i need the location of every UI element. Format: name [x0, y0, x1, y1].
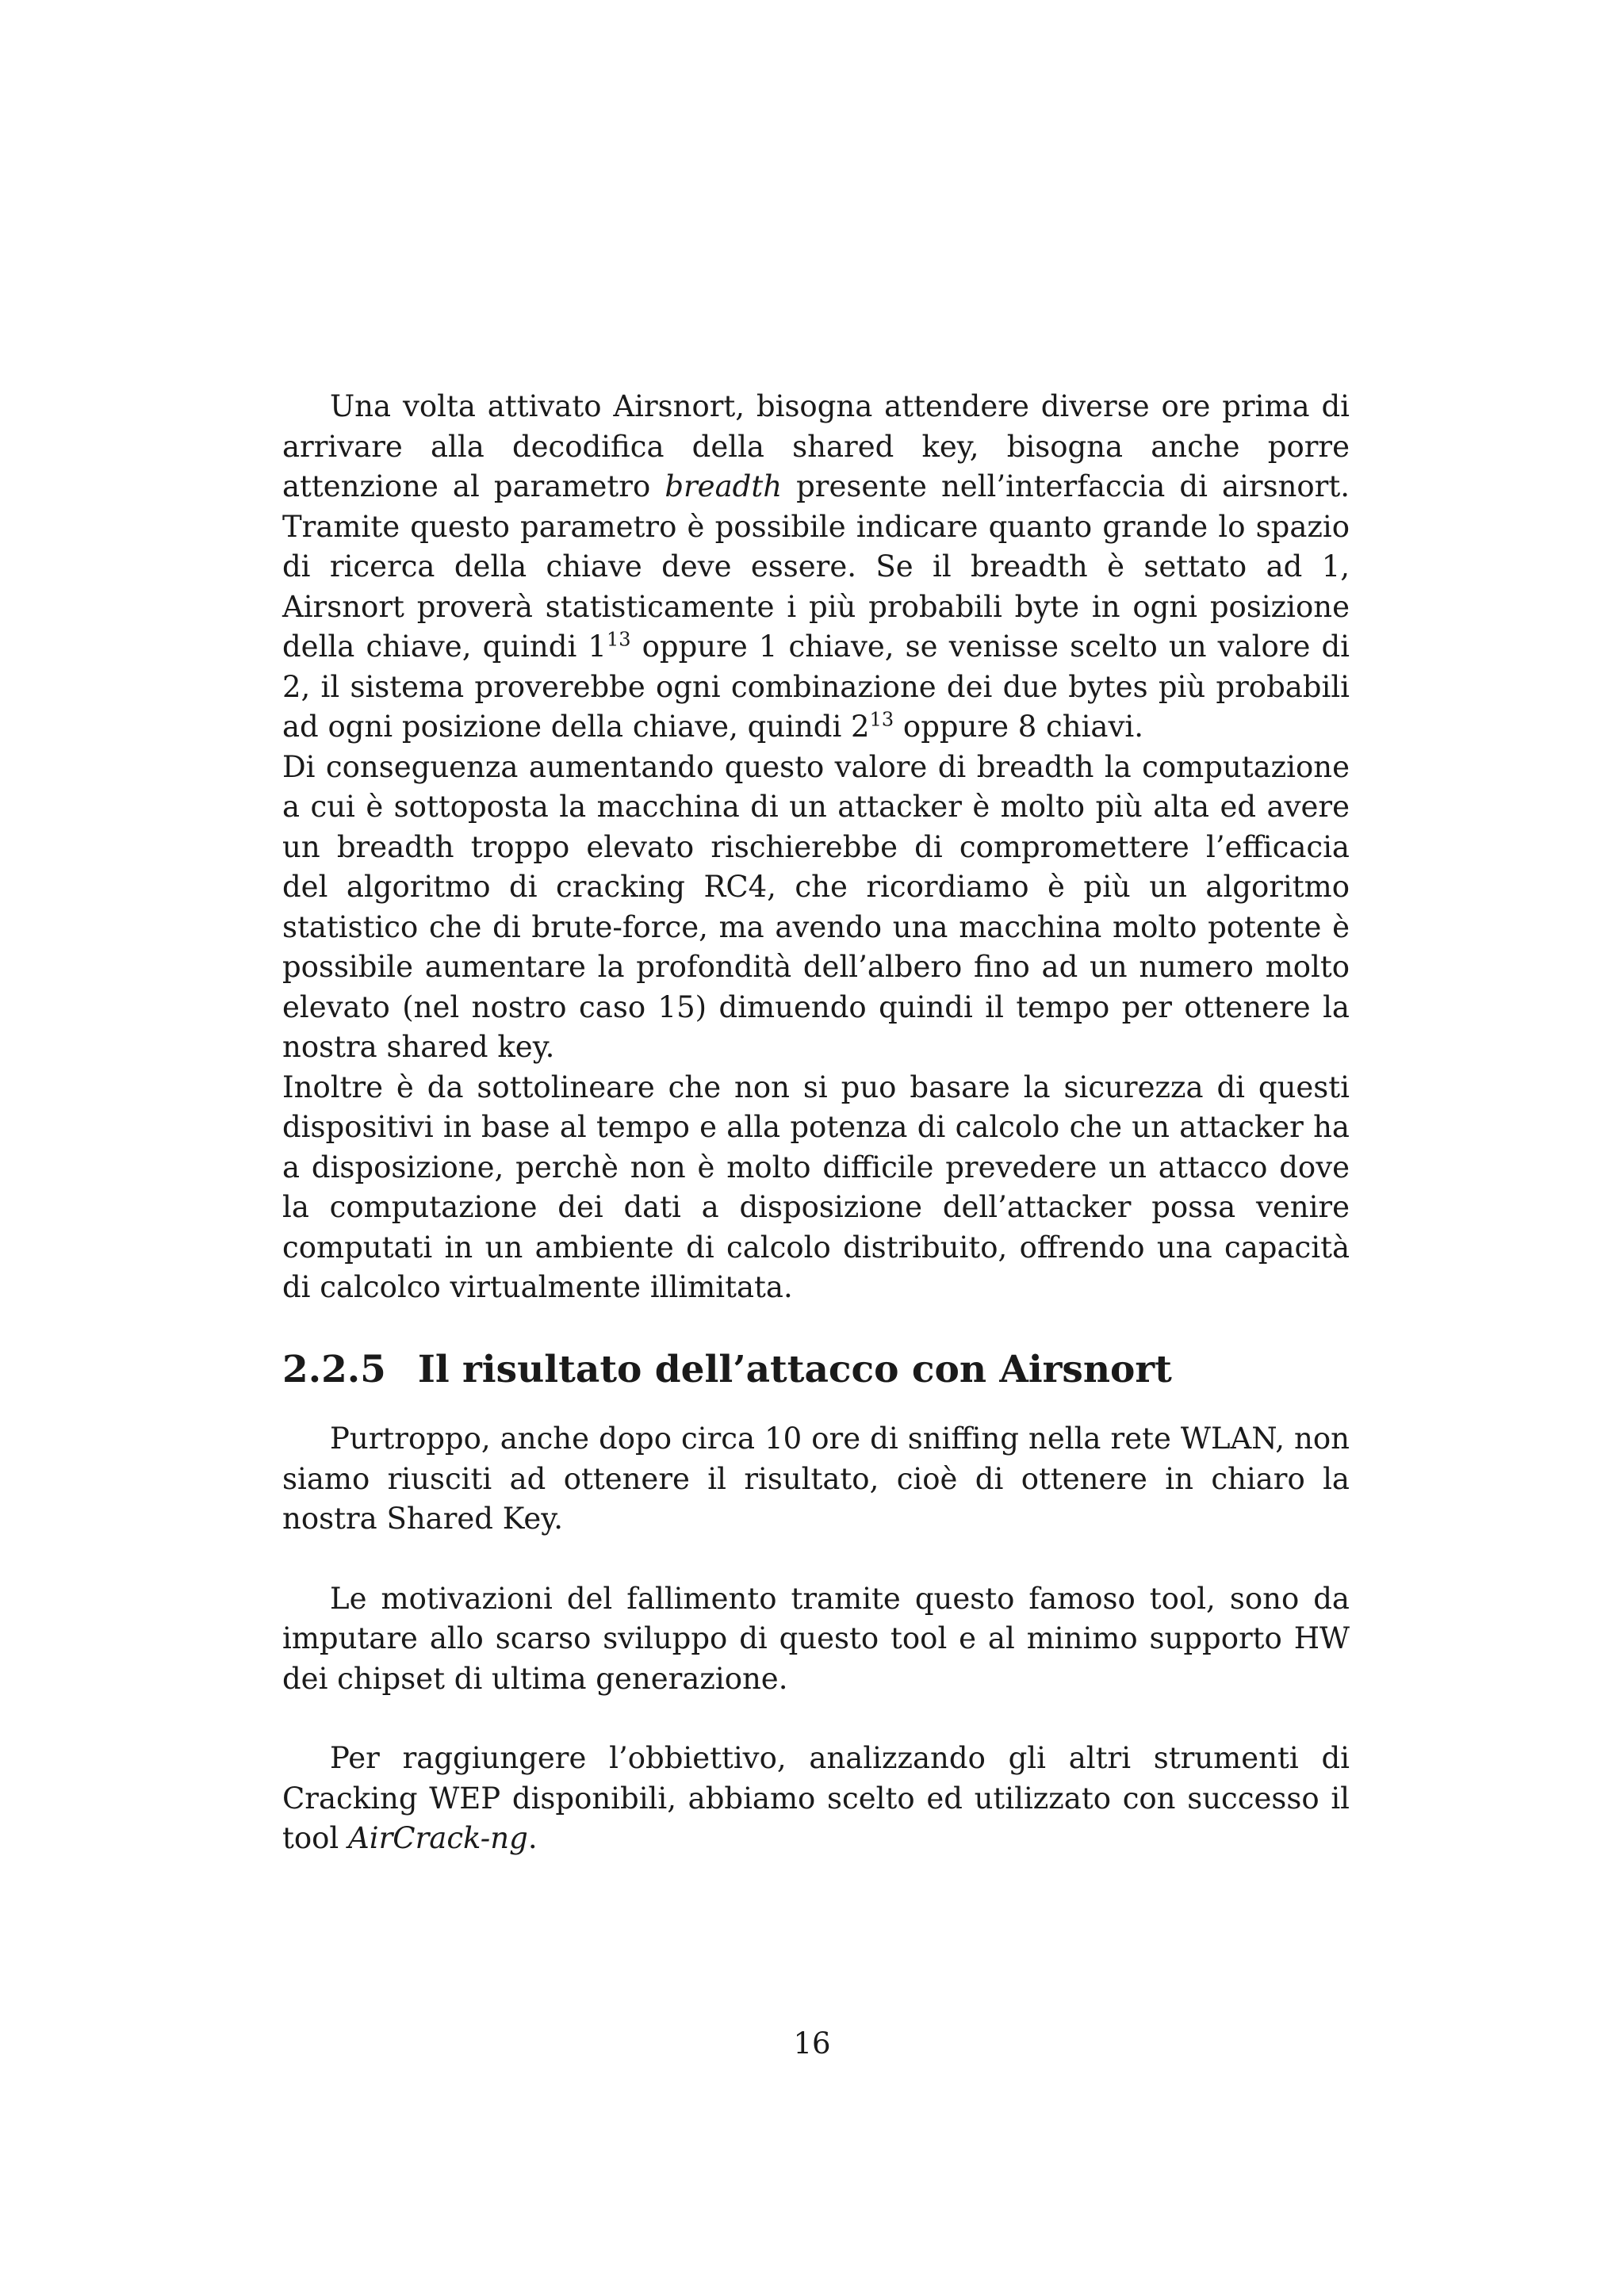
paragraph-aircrack-part-b: . [527, 1821, 538, 1855]
exponent-1: 13 [606, 628, 631, 651]
paragraph-breadth [282, 387, 1350, 748]
paragraph-breadth-part-a: Una volta attivato Airsnort, bisogna attendere diverse ore prima di arrivare alla decodifica della shared key, bisogna anche porre attenzione al parametro [282, 389, 1350, 503]
paragraph-breadth-part-c: oppure 1 chiave, se venisse scelto un valore di 2, il sistema proverebbe ogni combinazione dei due bytes più probabili ad ogni posizione della chiave, quindi 2 [282, 629, 1350, 744]
body-text-bottom [282, 1419, 1350, 1899]
paragraph-aircrack [282, 1739, 1350, 1859]
paragraph-aircrack-part-a: Per raggiungere l’obbiettivo, analizzando gli altri strumenti di Cracking WEP disponibili, abbiamo scelto ed utilizzato con successo il tool [282, 1741, 1350, 1855]
section-title: Il risultato dell’attacco con Airsnort [417, 1348, 1172, 1391]
tool-name-aircrack: AirCrack-ng [348, 1821, 528, 1855]
page-number: 16 [793, 2026, 831, 2061]
paragraph-security-note: Inoltre è da sottolineare che non si puo basare la sicurezza di questi dispositivi in base al tempo e alla potenza di calcolo che un attacker ha a disposizione, perchè non è molto difficile prevedere un attacco dove la computazione dei dati a disposizione dell’attacker possa venire computati in un ambiente di calcolo distribuito, offrendo una capacità di calcolco virtualmente illimitata. [282, 1070, 1350, 1304]
paragraph-breadth-part-d: oppure 8 chiavi. [894, 710, 1143, 744]
section-heading [282, 1348, 1350, 1391]
paragraph-result: Purtroppo, anche dopo circa 10 ore di sniffing nella rete WLAN, non siamo riusciti ad ottenere il risultato, cioè di ottenere in chiaro la nostra Shared Key. [282, 1422, 1350, 1536]
section-number: 2.2.5 [282, 1348, 386, 1391]
paragraph-motivations: Le motivazioni del fallimento tramite questo famoso tool, sono da imputare allo scarso sviluppo di questo tool e al minimo supporto HW dei chipset di ultima generazione. [282, 1581, 1350, 1696]
paragraph-consequence: Di conseguenza aumentando questo valore di breadth la computazione a cui è sottoposta la macchina di un attacker è molto più alta ed avere un breadth troppo elevato rischierebbe di compromettere l’efficacia del algoritmo di cracking RC4, che ricordiamo è più un algoritmo statistico che di brute-force, ma avendo una macchina molto potente è possibile aumentare la profondità dell’albero fino ad un numero molto elevato (nel nostro caso 15) dimuendo quindi il tempo per ottenere la nostra shared key. [282, 749, 1350, 1064]
exponent-2: 13 [869, 708, 894, 731]
body-text-top [282, 387, 1350, 1308]
paragraph-breadth-part-b: presente nell’interfaccia di airsnort. Tramite questo parametro è possibile indicare quanto grande lo spazio di ricerca della chiave deve essere. Se il breadth è settato ad 1, Airsnort proverà statisticamente i più probabili byte in ogni posizione della chiave, quindi 1 [282, 469, 1350, 664]
term-breadth: breadth [665, 469, 783, 503]
